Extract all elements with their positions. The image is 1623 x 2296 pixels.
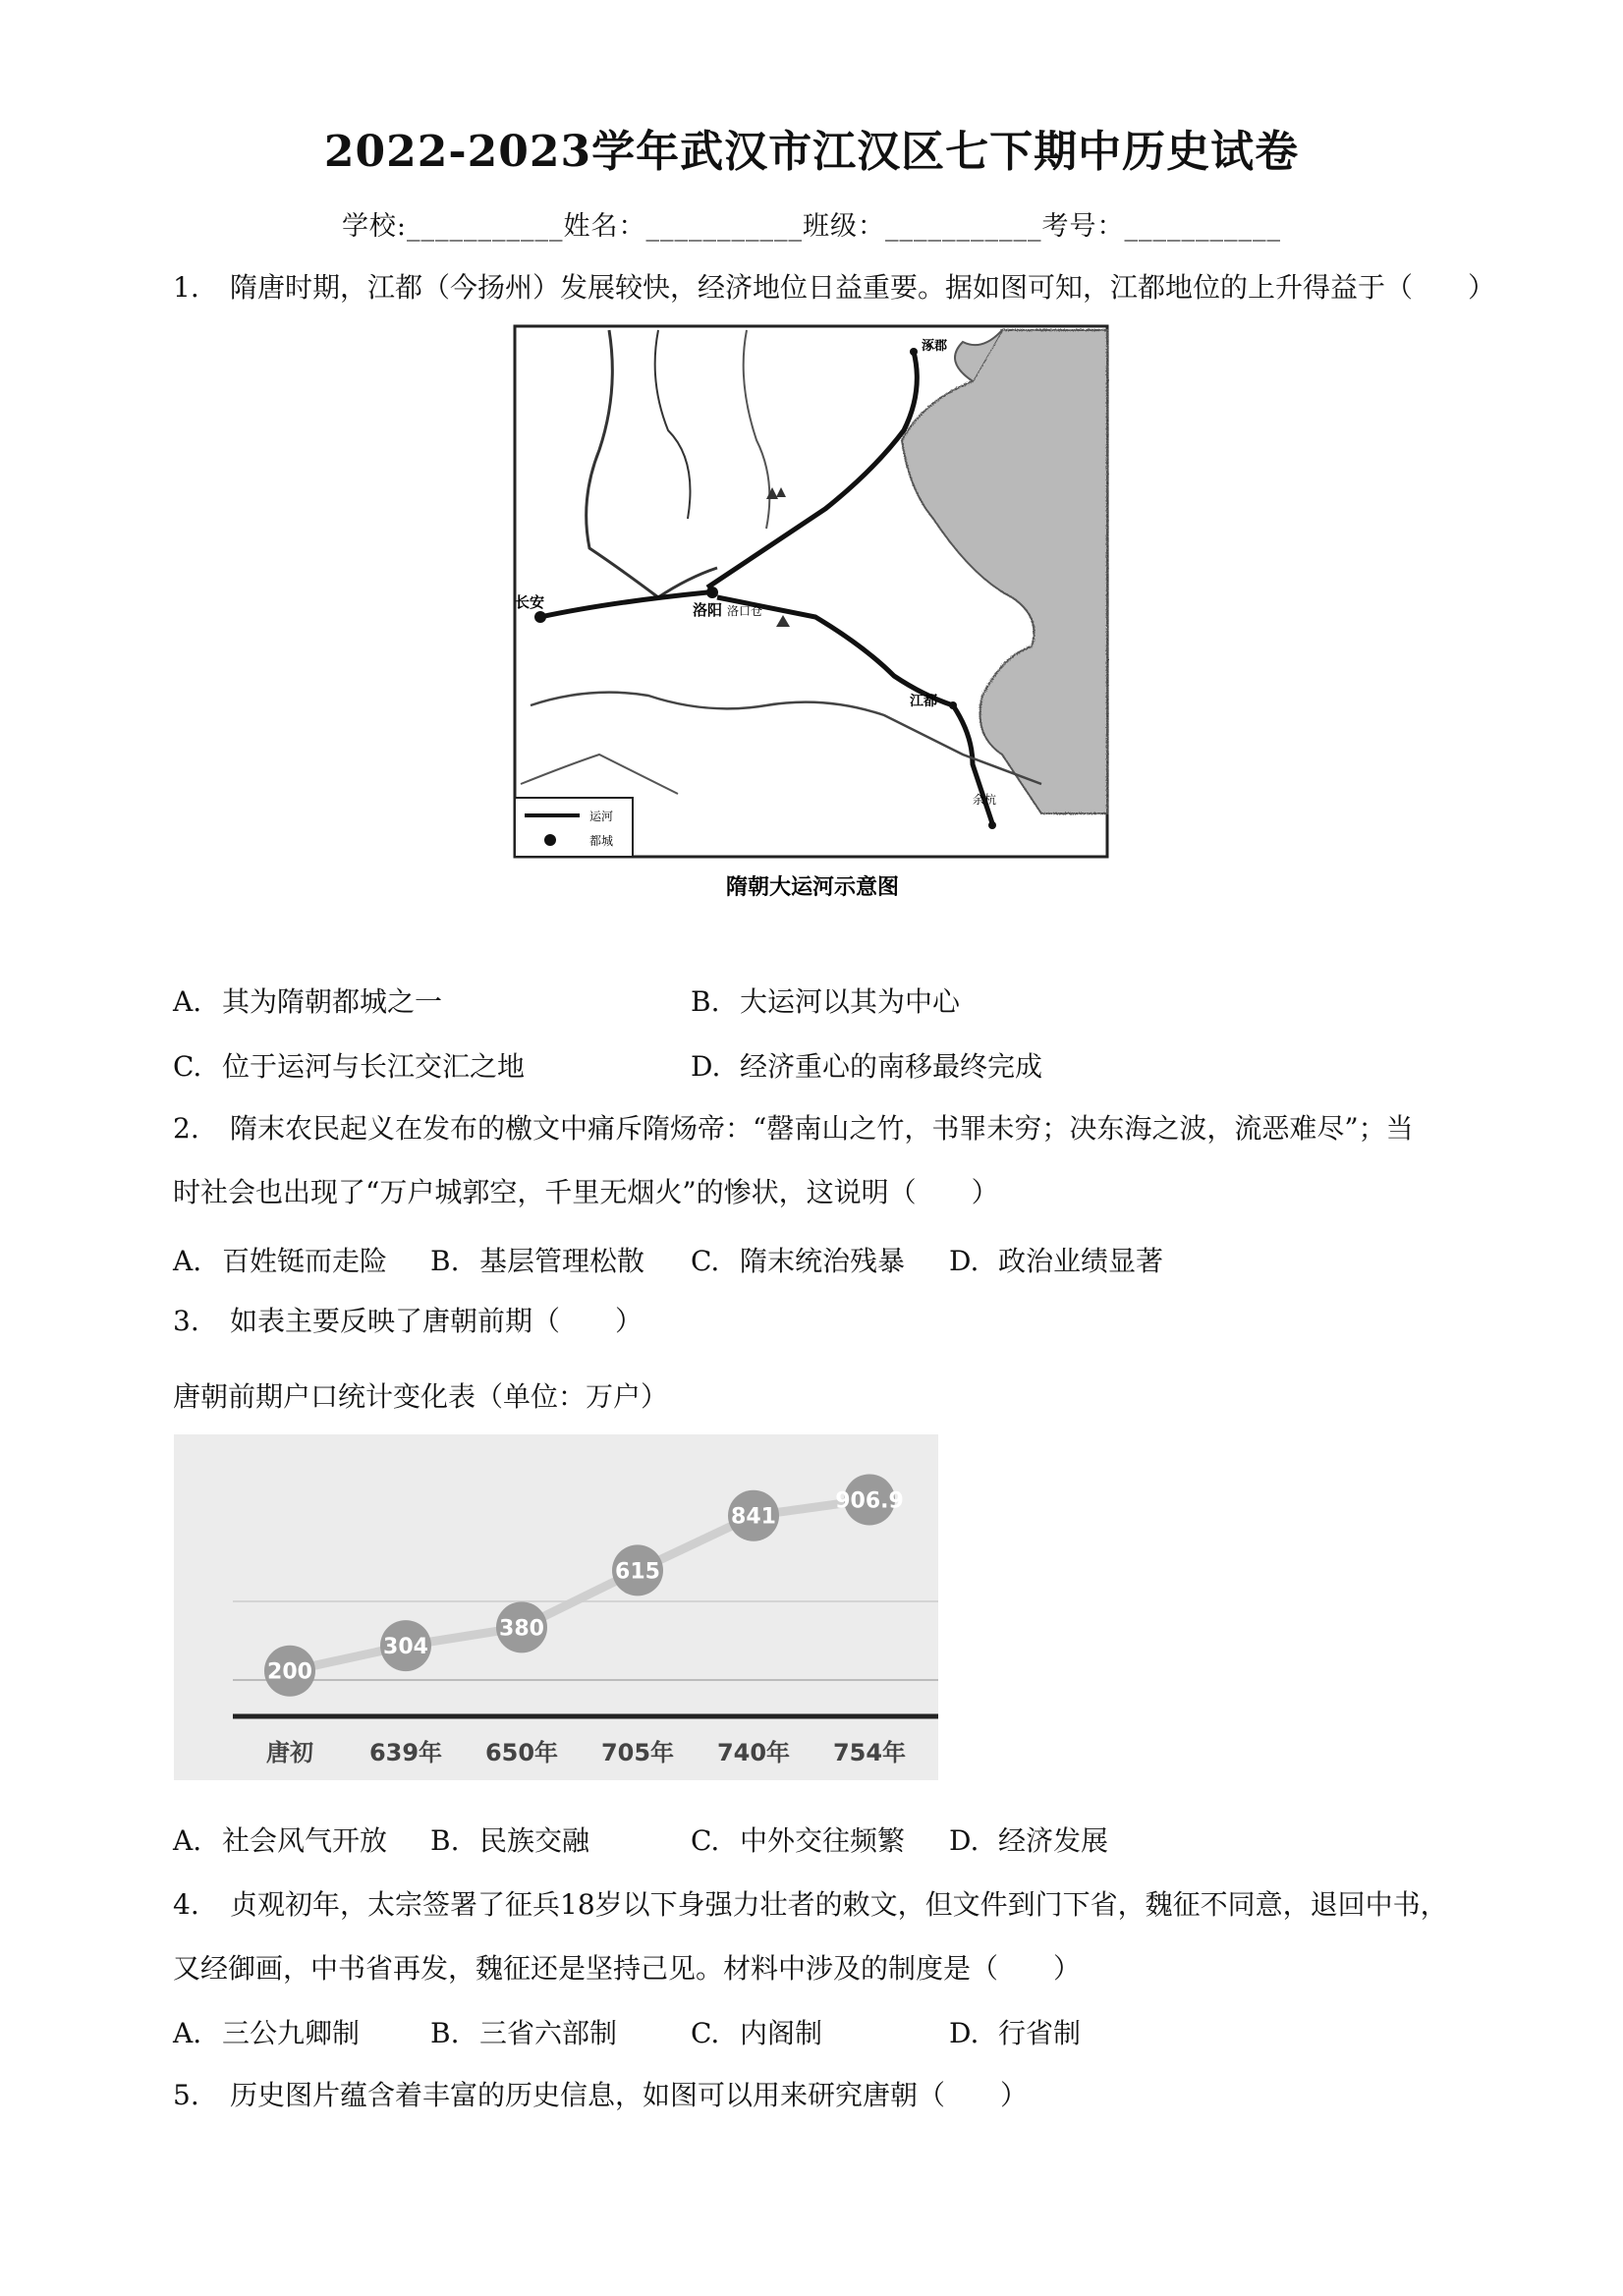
option-text: 中外交往频繁 — [740, 1824, 906, 1857]
question-number: 1. — [173, 271, 199, 304]
question-4-continuation: 又经御画，中书省再发，魏征还是坚持己见。材料中涉及的制度是（ ） — [173, 1952, 1082, 1985]
x-tick-label-2: 650年 — [484, 1739, 559, 1766]
option-letter: C. — [691, 2017, 720, 2049]
q4-option-b[interactable] — [430, 2012, 617, 2051]
option-text: 三公九卿制 — [222, 2017, 361, 2049]
option-text: 经济重心的南移最终完成 — [740, 1050, 1043, 1083]
option-letter: A. — [173, 1824, 202, 1857]
option-text: 内阁制 — [740, 2017, 823, 2049]
exam-no-blank[interactable]: ___________ — [1124, 211, 1282, 242]
map-label-zhuojun: 涿郡 — [922, 339, 948, 354]
question-number: 4. — [173, 1888, 199, 1921]
table-title: 唐朝前期户口统计变化表（单位：万户） — [173, 1380, 669, 1413]
data-label-5: 906.9 — [835, 1488, 904, 1514]
class-label: 班级： — [803, 211, 886, 242]
option-text: 大运河以其为中心 — [740, 985, 961, 1018]
option-text: 三省六部制 — [479, 2017, 618, 2049]
question-2-continuation: 时社会也出现了“万户城郭空，千里无烟火”的惨状，这说明（ ） — [173, 1176, 999, 1208]
option-text: 经济发展 — [998, 1824, 1109, 1857]
option-letter: C. — [691, 1245, 720, 1277]
map-label-yuhang: 余杭 — [973, 793, 997, 807]
map-label-changan: 长安 — [515, 593, 545, 611]
question-number: 3. — [173, 1305, 199, 1337]
q1-option-b[interactable] — [691, 980, 960, 1020]
option-letter: A. — [173, 985, 202, 1018]
question-5 — [173, 2063, 1529, 2128]
option-letter: D. — [949, 2017, 979, 2049]
class-blank[interactable]: ___________ — [885, 211, 1042, 242]
canal-map-figure — [511, 322, 1115, 912]
option-text: 民族交融 — [479, 1824, 590, 1857]
name-blank[interactable]: ___________ — [645, 211, 804, 242]
data-label-4: 841 — [731, 1504, 776, 1530]
option-text: 基层管理松散 — [479, 1245, 645, 1277]
option-letter: D. — [949, 1245, 979, 1277]
household-line-chart — [174, 1434, 938, 1780]
household-chart-figure — [174, 1434, 938, 1780]
q1-option-c[interactable] — [173, 1045, 525, 1085]
option-letter: A. — [173, 1245, 202, 1277]
option-letter: D. — [949, 1824, 979, 1857]
option-letter: C. — [173, 1050, 202, 1083]
question-1 — [173, 255, 1529, 320]
q4-option-d[interactable] — [949, 2012, 1081, 2051]
option-text: 其为隋朝都城之一 — [222, 985, 443, 1018]
data-label-3: 615 — [615, 1559, 660, 1585]
x-tick-label-3: 705年 — [600, 1739, 675, 1766]
q1-option-d[interactable] — [691, 1045, 1042, 1085]
school-blank[interactable]: ___________ — [407, 211, 564, 242]
option-text: 位于运河与长江交汇之地 — [222, 1050, 526, 1083]
q4-option-a[interactable] — [173, 2012, 360, 2051]
question-number: 5. — [173, 2079, 199, 2111]
option-letter: B. — [430, 2017, 460, 2049]
zhuojun-marker — [910, 348, 918, 356]
q3-option-d[interactable] — [949, 1820, 1108, 1859]
map-label-luokoucang: 洛口仓 — [727, 604, 763, 618]
question-stem: 如表主要反映了唐朝前期（ ） — [230, 1305, 644, 1337]
grand-canal-map — [511, 322, 1115, 912]
q2-option-d[interactable] — [949, 1240, 1163, 1279]
jiangdu-marker — [949, 701, 957, 709]
question-2 — [173, 1096, 1529, 1161]
student-info-line — [0, 204, 1623, 243]
question-number: 2. — [173, 1112, 199, 1145]
name-label: 姓名： — [563, 211, 646, 242]
option-letter: A. — [173, 2017, 202, 2049]
option-letter: D. — [691, 1050, 721, 1083]
legend-capital: 都城 — [589, 834, 614, 848]
option-text: 社会风气开放 — [222, 1824, 388, 1857]
option-letter: B. — [430, 1824, 460, 1857]
option-letter: B. — [691, 985, 720, 1018]
x-tick-label-5: 754年 — [832, 1739, 907, 1766]
map-caption: 隋朝大运河示意图 — [725, 874, 900, 900]
x-tick-label-0: 唐初 — [266, 1739, 313, 1766]
map-legend — [515, 798, 633, 857]
option-text: 政治业绩显著 — [998, 1245, 1164, 1277]
q3-option-a[interactable] — [173, 1820, 387, 1859]
map-label-jiangdu: 江都 — [910, 694, 937, 709]
page-title: 2022-2023学年武汉市江汉区七下期中历史试卷 — [323, 127, 1300, 177]
option-text: 百姓铤而走险 — [222, 1245, 388, 1277]
q3-option-b[interactable] — [430, 1820, 589, 1859]
question-4 — [173, 1873, 1529, 1937]
q2-option-b[interactable] — [430, 1240, 644, 1279]
data-label-2: 380 — [499, 1616, 544, 1642]
question-stem: 历史图片蕴含着丰富的历史信息，如图可以用来研究唐朝（ ） — [230, 2079, 1029, 2111]
data-label-0: 200 — [267, 1659, 312, 1685]
question-stem: 隋唐时期，江都（今扬州）发展较快，经济地位日益重要。据如图可知，江都地位的上升得益于（ ） — [230, 271, 1496, 304]
q2-option-a[interactable] — [173, 1240, 387, 1279]
q1-option-a[interactable] — [173, 980, 442, 1020]
option-text: 隋末统治残暴 — [740, 1245, 906, 1277]
option-text: 行省制 — [998, 2017, 1082, 2049]
data-label-1: 304 — [383, 1635, 428, 1660]
changan-marker — [534, 611, 546, 623]
x-tick-label-1: 639年 — [368, 1739, 443, 1766]
x-tick-label-4: 740年 — [716, 1739, 791, 1766]
option-letter: B. — [430, 1245, 460, 1277]
q4-option-c[interactable] — [691, 2012, 822, 2051]
question-3 — [173, 1289, 1529, 1354]
luoyang-marker — [706, 587, 718, 598]
legend-canal: 运河 — [589, 810, 614, 823]
q2-option-c[interactable] — [691, 1240, 905, 1279]
map-label-luoyang: 洛阳 — [693, 601, 723, 619]
option-letter: C. — [691, 1824, 720, 1857]
school-label: 学校: — [341, 211, 408, 242]
yuhang-marker — [988, 821, 996, 829]
question-stem-line1: 贞观初年，太宗签署了征兵18岁以下身强力壮者的敕文，但文件到门下省，魏征不同意，退回中书， — [230, 1888, 1448, 1921]
q3-option-c[interactable] — [691, 1820, 905, 1859]
exam-no-label: 考号： — [1041, 211, 1125, 242]
question-stem-line1: 隋末农民起义在发布的檄文中痛斥隋炀帝：“罄南山之竹，书罪未穷；决东海之波，流恶难尽”；当 — [230, 1112, 1414, 1145]
